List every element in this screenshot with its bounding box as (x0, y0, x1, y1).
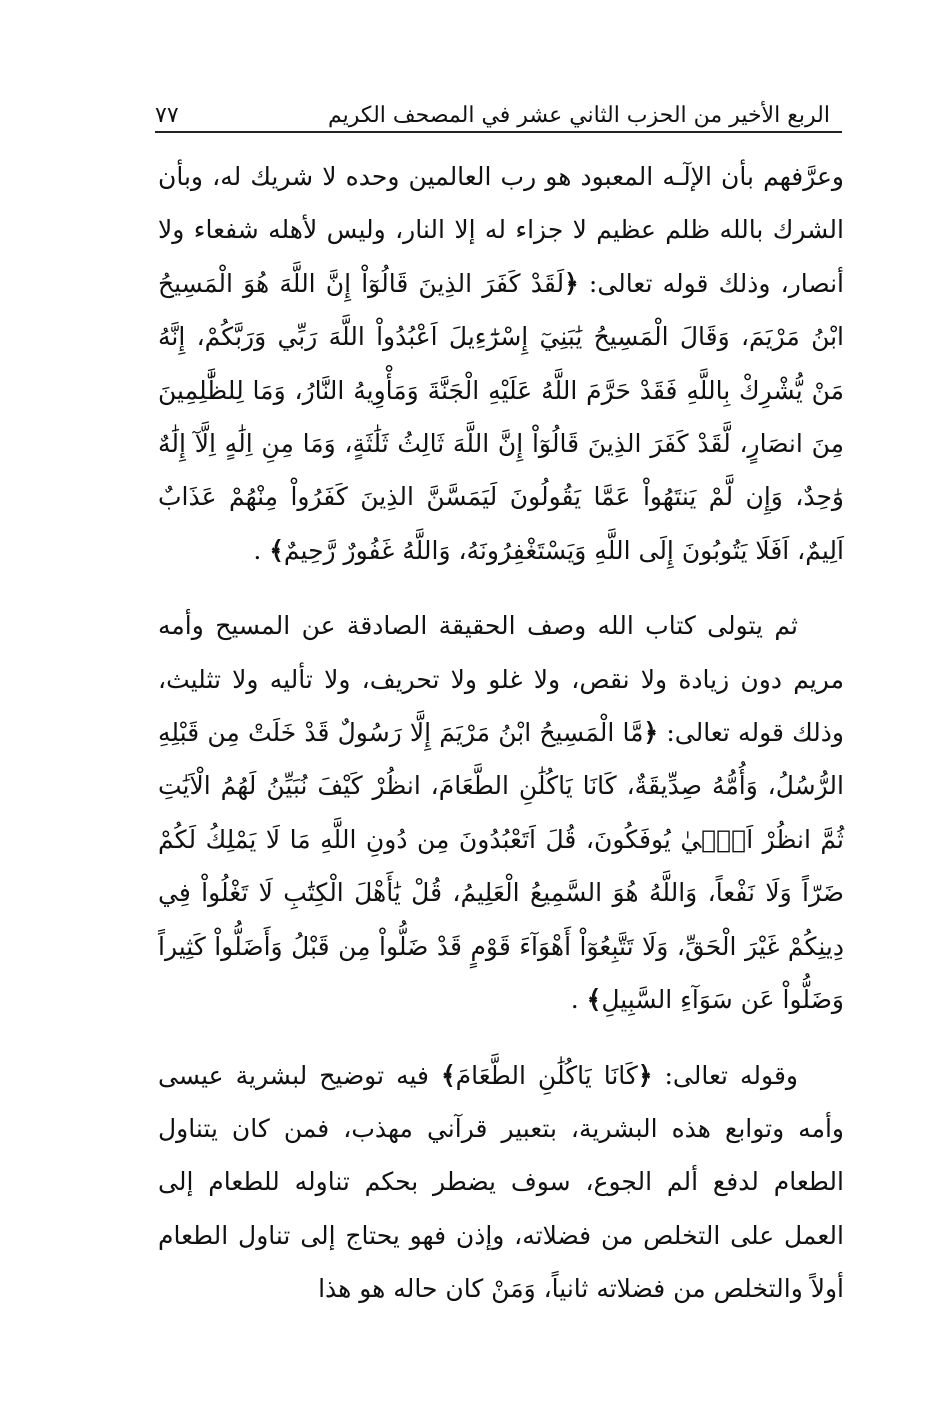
ornate-bracket-open: ﴿ (564, 268, 579, 298)
body-text (158, 150, 844, 1316)
quran-quote: لَقَدْ كَفَرَ الذِينَ قَالُوٓاْ إِنَّ اللَّهَ هُوَ الْمَسِيحُ ابْنُ مَرْيَمَ، وَقَالَ الْمَسِيحُ يَٰبَنِيٓ إِسْرَٰٓءِيلَ اَعْبُدُواْ اللَّهَ رَبِّي وَرَبَّكُمْ، إِنَّهُ مَنْ يُّشْرِكْ بِاللَّهِ فَقَدْ حَرَّمَ اللَّهُ عَلَيْهِ الْجَنَّةَ وَمَأْوِيهُ النَّارُ، وَمَا لِلظَّٰلِمِينَ مِنَ انصَارٍ، لَّقَدْ كَفَرَ الذِينَ قَالُوٓاْ إِنَّ اللَّهَ ثَالِثُ ثَلَٰثَةٍ، وَمَا مِنِ اِلَٰهٍ اِلَّآ إِلَٰهٌ وَٰحِدٌ، وَإِن لَّمْ يَنتَهُواْ عَمَّا يَقُولُونَ لَيَمَسَّنَّ الذِينَ كَفَرُواْ مِنْهُمْ عَذَابٌ اَلِيمٌ، اَفَلَا يَتُوبُونَ إِلَى اللَّهِ وَيَسْتَغْفِرُونَهُ، وَاللَّهُ غَفُورٌ رَّحِيمٌ (158, 268, 844, 565)
ornate-bracket-close: ﴾ (586, 985, 602, 1015)
running-header (155, 96, 830, 130)
paragraph-text: فيه توضيح لبشرية عيسى وأمه وتوابع هذه البشرية، بتعبير قرآني مهذب، فمن كان يتناول الطعام لدفع ألم الجوع، سوف يضطر بحكم تناوله للطعام إلى العمل على التخلص من فضلاته، وإذن فهو يحتاج إلى تناول الطعام أولاً والتخلص من فضلاته ثانياً، وَمَنْ كان حاله هو هذا (158, 1060, 844, 1304)
running-header-title: الربع الأخير من الحزب الثاني عشر في المصحف الكريم (328, 103, 830, 128)
ornate-bracket-open: ﴿ (637, 1060, 653, 1090)
ornate-bracket-close: ﴾ (441, 1060, 456, 1090)
quran-quote: مَّا الْمَسِيحُ ابْنُ مَرْيَمَ إِلَّا رَسُولٌ قَدْ خَلَتْ مِن قَبْلِهِ الرُّسُلُ، وَأُمُّهُ صِدِّيقَةٌ، كَانَا يَاكُلَٰنِ الطَّعَامَ، انظُرْ كَيْفَ نُبَيِّنُ لَهُمُ الْاَيَٰتِ ثُمَّ انظُرْ اَنّ۪يٰ يُوفَكُونَ، قُلَ اَتَعْبُدُونَ مِن دُونِ اللَّهِ مَا لَا يَمْلِكُ لَكُمْ ضَرّاً وَلَا نَفْعاً، وَاللَّهُ هُوَ السَّمِيعُ الْعَلِيمُ، قُلْ يَٰأَهْلَ الْكِتَٰبِ لَا تَغْلُواْ فِي دِينِكُمْ غَيْرَ الْحَقِّ، وَلَا تَتَّبِعُوٓاْ أَهْوَآءَ قَوْمٍ قَدْ ضَلُّواْ مِن قَبْلُ وَأَضَلُّواْ كَثِيراً وَضَلُّواْ عَن سَوَآءِ السَّبِيلِ (158, 718, 844, 1015)
quran-quote: كَانَا يَاكُلَٰنِ الطَّعَامَ (455, 1060, 638, 1090)
paragraph-text: . (570, 985, 587, 1015)
paragraph-text: وقوله تعالى: (652, 1060, 798, 1090)
paragraph-text: ثم يتولى كتاب الله وصف الحقيقة الصادقة عن المسيح وأمه مريم دون زيادة ولا نقص، ولا غلو ولا تحريف، ولا تأليه ولا تثليث، وذلك قوله تعالى: (158, 611, 844, 748)
paragraph (158, 599, 844, 1026)
paragraph (158, 1049, 844, 1316)
page-number: ٧٧ (155, 103, 179, 128)
paragraph-text: . (253, 535, 270, 565)
paragraph-text: وعرَّفهم بأن الإلٓـه المعبود هو رب العالمين وحده لا شريك له، وبأن الشرك بالله ظلم عظيم لا جزاء له إلا النار، وليس لأهله شفعاء ولا أنصار، وذلك قوله تعالى: (158, 162, 844, 298)
ornate-bracket-open: ﴿ (643, 718, 659, 748)
header-divider (155, 131, 842, 133)
paragraph (158, 150, 844, 577)
ornate-bracket-close: ﴾ (269, 535, 284, 565)
